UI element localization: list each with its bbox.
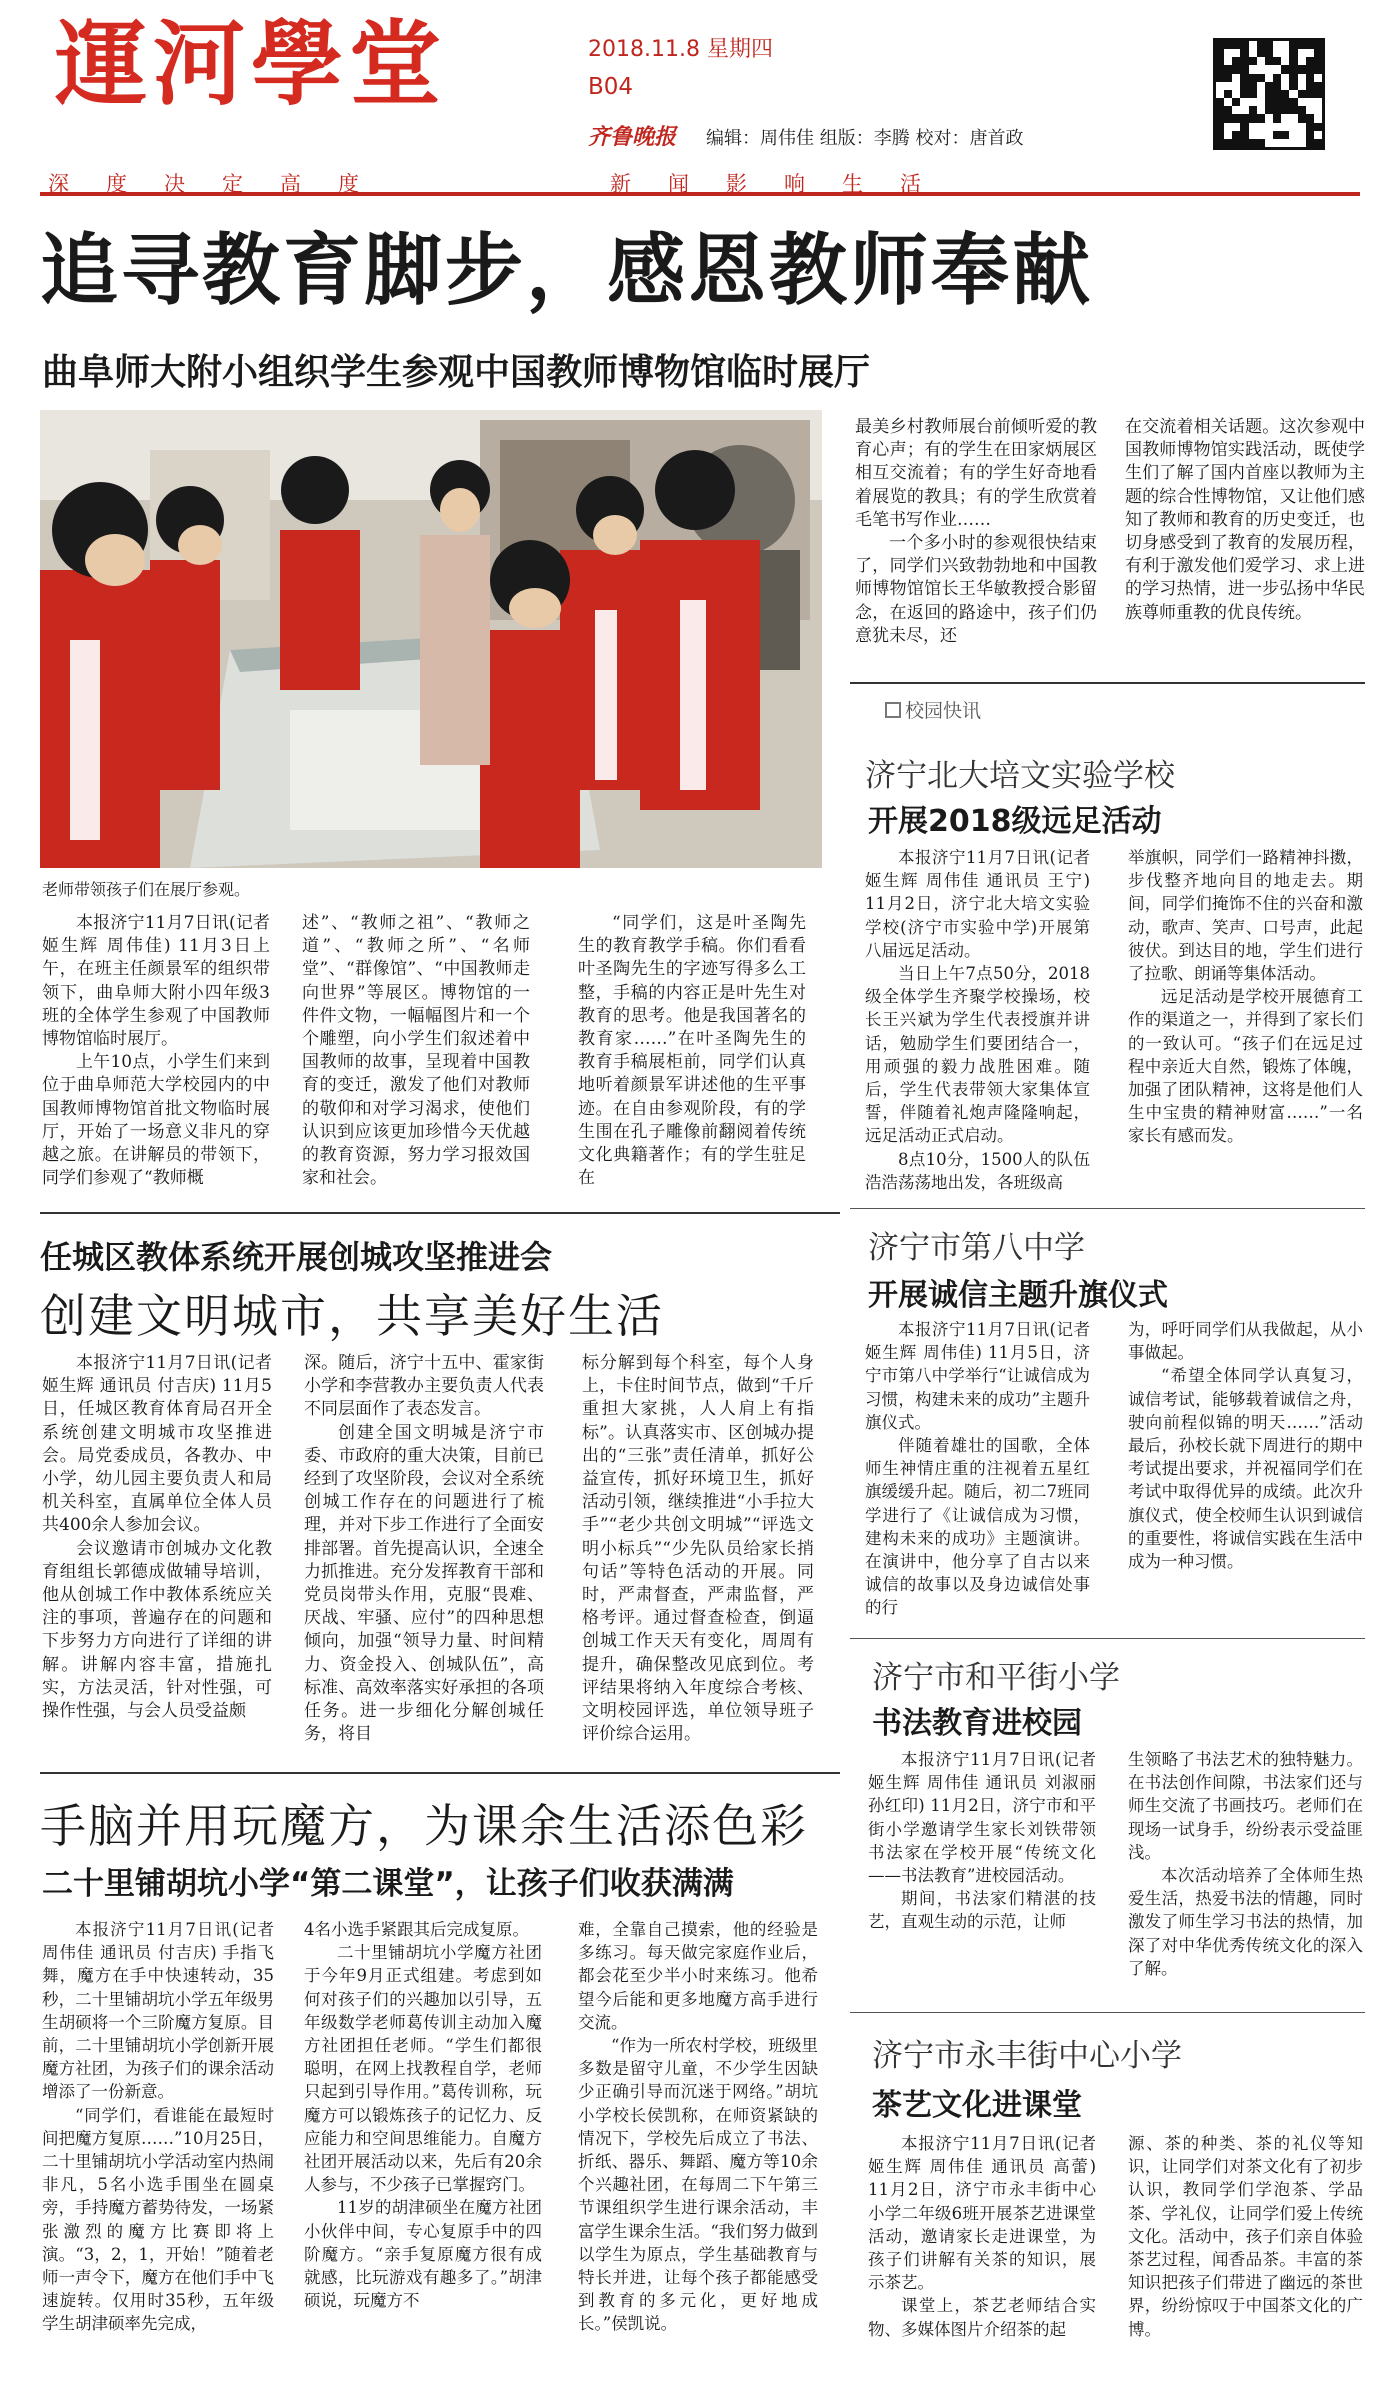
lead-paragraph: “同学们，这是叶圣陶先生的教育教学手稿。你们看看叶圣陶先生的字迹写得多么工整，手稿的内容正是叶先生对教育的思考。他是我国著名的教育家……”在叶圣陶先生的教育手稿展柜前，同学们认真地听着颜景军讲述他的生平事迹。在自由参观阶段，有的学生围在孔子雕像前翻阅着传统文化典籍著作；有的学生驻足在 — [578, 913, 806, 1189]
lead-column-3 — [578, 912, 806, 1190]
page-number: B04 — [588, 74, 634, 100]
r1-paragraph: 远足活动是学校开展德育工作的渠道之一，并得到了家长们的一致认可。“孩子们在远足过程中亲近大自然，锻炼了体魄，加强了团队精神，这将是他们人生中宝贵的精神财富……”一名家长有感而发。 — [1128, 987, 1363, 1146]
section-divider — [850, 682, 1365, 684]
section-divider — [850, 1638, 1365, 1639]
campus-news-label: 校园快讯 — [905, 700, 982, 722]
lead-column-2 — [302, 912, 530, 1190]
s3-headline: 手脑并用玩魔方，为课余生活添色彩 — [40, 1799, 808, 1853]
lead-photo — [40, 410, 822, 868]
r4-column-b — [1128, 2132, 1363, 2341]
photo-caption: 老师带领孩子们在展厅参观。 — [42, 880, 251, 899]
slogan-bar — [40, 166, 1360, 196]
r2-school: 济宁市第八中学 — [868, 1230, 1085, 1266]
r3-paragraph: 期间，书法家们精湛的技艺，直观生动的示范，让师 — [868, 1889, 1096, 1932]
r1-paragraph: 8点10分，1500人的队伍浩浩荡荡地出发，各班级高 — [865, 1149, 1090, 1192]
s3-paragraph: “同学们，看谁能在最短时间把魔方复原……”10月25日，二十里铺胡坑小学活动室内热闹非凡，5名小选手围坐在圆桌旁，手持魔方蓄势待发，一场紧张激烈的魔方比赛即将上演。“3，2，1，开始！”随着老师一声令下，魔方在他们手中飞速旋转。仅用时35秒，五年级学生胡津硕率先完成， — [42, 2105, 274, 2334]
lead-paragraph: 本报济宁11月7日讯(记者 姬生辉 周伟佳) 11月3日上午，在班主任颜景军的组织带领下，曲阜师大附小四年级3班的全体学生参观了中国教师博物馆临时展厅。 — [42, 913, 270, 1050]
r3-school: 济宁市和平街小学 — [872, 1660, 1120, 1696]
r2-paragraph: 本报济宁11月7日讯(记者 姬生辉 周伟佳) 11月5日，济宁市第八中学举行“让诚信成为习惯，构建未来的成功”主题升旗仪式。 — [865, 1320, 1090, 1432]
lead-subhead: 曲阜师大附小组织学生参观中国教师博物馆临时展厅 — [42, 352, 871, 393]
r4-school: 济宁市永丰街中心小学 — [872, 2038, 1182, 2074]
lead-paragraph: 上午10点，小学生们来到位于曲阜师范大学校园内的中国教师博物馆首批文物临时展厅，开始了一场意义非凡的穿越之旅。在讲解员的带领下，同学们参观了“教师概 — [42, 1052, 270, 1189]
r2-event: 开展诚信主题升旗仪式 — [868, 1278, 1168, 1313]
s3-paragraph: 二十里铺胡坑小学魔方社团于今年9月正式组建。考虑到如何对孩子们的兴趣加以引导，五年级数学老师葛传训主动加入魔方社团担任老师。“学生们都很聪明，在网上找教程自学，老师只起到引导作用。”葛传训称，玩魔方可以锻炼孩子的记忆力、反应能力和空间思维能力。自魔方社团开展活动以来，先后有20余人参与，不少孩子已掌握窍门。 — [304, 1943, 542, 2195]
r2-column-b — [1128, 1318, 1363, 1573]
lead-paragraph: 述”、“教师之祖”、“教师之道”、“教师之所”、“名师堂”、“群像馆”、“中国教师走向世界”等展区。博物馆的一件件文物，一幅幅图片和一个个雕塑，向小学生们叙述着中国教师的故事，呈现着中国教育的变迁，激发了他们对教师的敬仰和对学习渴求，使他们认识到应该更加珍惜今天优越的教育资源，努力学习报效国家和社会。 — [302, 913, 530, 1189]
issue-date: 2018.11.8 星期四 — [588, 37, 773, 62]
s3-paragraph: 难，全靠自己摸索，他的经验是多练习。每天做完家庭作业后，都会花至少半小时来练习。他希望今后能和更多地魔方高手进行交流。 — [578, 1920, 818, 2032]
section-divider — [40, 1772, 840, 1774]
s2-paragraph: 标分解到每个科室，每个人身上，卡住时间节点，做到“千斤重担大家挑，人人肩上有指标”。认真落实市、区创城办提出的“三张”责任清单，抓好公益宣传，抓好环境卫生，抓好活动引领，继续推进“小手拉大手”“老少共创文明城”“评选文明小标兵”“少先队员给家长捎句话”等特色活动的开展。同时，严肃督查，严肃监督，严格考评。通过督查检查，倒逼创城工作天天有变化，周周有提升，确保整改见底到位。考评结果将纳入年度综合考核、文明校园评选，单位领导班子评价综合运用。 — [582, 1353, 814, 1745]
r4-paragraph: 源、茶的种类、茶的礼仪等知识，让同学们对茶文化有了初步认识，教同学们学泡茶、学品茶、学礼仪，让同学们爱上传统文化。活动中，孩子们亲自体验茶艺过程，闻香品茶。丰富的茶知识把孩子们带进了幽远的茶世界，纷纷惊叹于中国茶文化的广博。 — [1128, 2134, 1363, 2339]
s2-column-1 — [42, 1352, 272, 1723]
s2-paragraph: 创建全国文明城是济宁市委、市政府的重大决策，目前已经到了攻坚阶段，会议对全系统创城工作存在的问题进行了梳理，并对下步工作进行了全面安排部署。首先提高认识，全速全力抓推进。充分发挥教育干部和党员岗带头作用，克服“畏难、厌战、牢骚、应付”的四种思想倾向，加强“领导力量、时间精力、资金投入、创城队伍”，高标准、高效率落实好承担的各项任务。进一步细化分解创城任务，将目 — [304, 1422, 544, 1745]
s3-paragraph: 本报济宁11月7日讯(记者 周伟佳 通讯员 付吉庆) 手指飞舞，魔方在手中快速转动，35秒，二十里铺胡坑小学五年级男生胡硕将一个三阶魔方复原。目前，二十里铺胡坑小学创新开展魔方社团，为孩子们的课余活动增添了一份新意。 — [42, 1920, 274, 2102]
qr-code-icon — [1213, 38, 1325, 150]
s2-column-2 — [304, 1352, 544, 1746]
s3-paragraph: “作为一所农村学校，班级里多数是留守儿童，不少学生因缺少正确引导而沉迷于网络。”胡坑小学校长侯凯称，在师资紧缺的情况下，学校先后成立了书法、折纸、器乐、舞蹈、魔方等10余个兴趣社团，在每周二下午第三节课组织学生进行课余活动，丰富学生课余生活。“我们努力做到以学生为原点，学生基础教育与特长并进，让每个孩子都能感受到教育的多元化，更好地成长。”侯凯说。 — [578, 2036, 818, 2334]
r3-paragraph: 生领略了书法艺术的独特魅力。在书法创作间隙，书法家们还与师生交流了书画技巧。老师们在现场一试身手，纷纷表示受益匪浅。 — [1128, 1750, 1363, 1862]
r3-column-a — [868, 1748, 1096, 1934]
lead-paragraph: 最美乡村教师展台前倾听爱的教育心声；有的学生在田家炳展区相互交流着；有的学生好奇地看着展览的教具；有的学生欣赏着毛笔书写作业…… — [855, 417, 1097, 530]
r3-paragraph: 本报济宁11月7日讯(记者 姬生辉 周伟佳 通讯员 刘淑丽 孙红印) 11月2日，济宁市和平街小学邀请学生家长刘铁带领书法家在学校开展“传统文化——书法教育”进校园活动。 — [868, 1750, 1096, 1886]
r2-paragraph: 为，呼吁同学们从我做起，从小事做起。 — [1128, 1320, 1363, 1363]
lead-headline: 追寻教育脚步，感恩教师奉献 — [40, 226, 1094, 316]
editor-credits: 编辑：周伟佳 组版：李腾 校对：唐首政 — [706, 128, 1024, 149]
r1-paragraph: 本报济宁11月7日讯(记者 姬生辉 周伟佳 通讯员 王宁) 11月2日，济宁北大培文实验学校(济宁市实验中学)开展第八届远足活动。 — [865, 848, 1090, 960]
r4-column-a — [868, 2132, 1096, 2341]
r4-paragraph: 本报济宁11月7日讯(记者 姬生辉 周伟佳 通讯员 高蕾) 11月2日，济宁市永丰街中心小学二年级6班开展茶艺进课堂活动，邀请家长走进课堂，为孩子们讲解有关茶的知识，展示茶艺。 — [868, 2134, 1096, 2293]
r2-paragraph: 伴随着雄壮的国歌，全体师生神情庄重的注视着五星红旗缓缓升起。随后，初二7班同学进行了《让诚信成为习惯，建构未来的成功》主题演讲。在演讲中，他分享了自古以来诚信的故事以及身边诚信处事的行 — [865, 1436, 1090, 1618]
r2-column-a — [865, 1318, 1090, 1620]
paper-name: 齐鲁晚报 — [588, 124, 677, 150]
s3-column-2 — [304, 1918, 542, 2312]
s3-paragraph: 11岁的胡津硕坐在魔方社团小伙伴中间，专心复原手中的四阶魔方。“亲手复原魔方很有成就感，比玩游戏有趣多了。”胡津硕说，玩魔方不 — [304, 2198, 542, 2311]
s3-column-1 — [42, 1918, 274, 2336]
lead-column-5 — [1125, 416, 1365, 625]
r1-paragraph: 举旗帜，同学们一路精神抖擞，步伐整齐地向目的地走去。期间，同学们掩饰不住的兴奋和激动，歌声、笑声、口号声，此起彼伏。到达目的地，学生们进行了拉歌、朗诵等集体活动。 — [1128, 848, 1363, 984]
campus-news-tag — [885, 696, 981, 723]
s2-headline: 创建文明城市，共享美好生活 — [40, 1289, 664, 1343]
r1-column-a — [865, 846, 1090, 1194]
s2-paragraph: 本报济宁11月7日讯(记者 姬生辉 通讯员 付吉庆) 11月5日，任城区教育体育局召开全系统创建文明城市攻坚推进会。局党委成员，各教办、中小学，幼儿园主要负责人和局机关科室，直属单位全体人员共400余人参加会议。 — [42, 1353, 272, 1536]
section-divider — [850, 1208, 1365, 1209]
section-divider — [40, 1212, 840, 1214]
r3-column-b — [1128, 1748, 1363, 1980]
r4-event: 茶艺文化进课堂 — [872, 2088, 1082, 2123]
s3-paragraph: 4名小选手紧跟其后完成复原。 — [304, 1920, 529, 1939]
r3-paragraph: 本次活动培养了全体师生热爱生活，热爱书法的情趣，同时激发了师生学习书法的热情，加深了对中华优秀传统文化的深入了解。 — [1128, 1866, 1363, 1978]
s3-subhead: 二十里铺胡坑小学“第二课堂”，让孩子们收获满满 — [42, 1866, 734, 1902]
section-divider — [850, 2012, 1365, 2013]
slogan-left: 深度决定高度 — [48, 172, 396, 196]
s2-paragraph: 会议邀请市创城办文化教育组组长郭德成做辅导培训，他从创城工作中教体系统应关注的事项，普遍存在的问题和下步努力方向进行了详细的讲解。讲解内容丰富，措施扎实，方法灵活，针对性强，可操作性强，与会人员受益颇 — [42, 1538, 272, 1722]
s2-kicker: 任城区教体系统开展创城攻坚推进会 — [40, 1238, 553, 1276]
s2-column-3 — [582, 1352, 814, 1746]
s2-paragraph: 深。随后，济宁十五中、霍家街小学和李营教办主要负责人代表不同层面作了表态发言。 — [304, 1353, 544, 1420]
masthead-title: 運河學堂 — [55, 10, 448, 118]
square-icon — [885, 702, 901, 718]
slogan-right: 新闻影响生活 — [610, 172, 958, 196]
lead-paragraph: 一个多小时的参观很快结束了，同学们兴致勃勃地和中国教师博物馆馆长王华敏教授合影留念，在返回的路途中，孩子们仍意犹未尽，还 — [855, 533, 1097, 646]
lead-column-4 — [855, 416, 1097, 648]
lead-column-1 — [42, 912, 270, 1190]
r2-paragraph: “希望全体同学认真复习，诚信考试，能够载着诚信之舟，驶向前程似锦的明天……”活动最后，孙校长就下周进行的期中考试提出要求，并祝福同学们在考试中取得优异的成绩。此次升旗仪式，使全校师生认识到诚信的重要性，将诚信实践在生活中成为一种习惯。 — [1128, 1366, 1363, 1572]
r1-event: 开展2018级远足活动 — [868, 804, 1162, 839]
r1-school: 济宁北大培文实验学校 — [865, 758, 1175, 794]
r1-paragraph: 当日上午7点50分，2018级全体学生齐聚学校操场，校长王兴斌为学生代表授旗并讲话，勉励学生们要团结合一，用顽强的毅力战胜困难。随后，学生代表带领大家集体宣誓，伴随着礼炮声隆隆响起，远足活动正式启动。 — [865, 964, 1090, 1146]
r4-paragraph: 课堂上，茶艺老师结合实物、多媒体图片介绍茶的起 — [868, 2296, 1096, 2339]
s3-column-3 — [578, 1918, 818, 2336]
r3-event: 书法教育进校园 — [872, 1706, 1082, 1741]
r1-column-b — [1128, 846, 1363, 1148]
lead-paragraph: 在交流着相关话题。这次参观中国教师博物馆实践活动，既使学生们了解了国内首座以教师为主题的综合性博物馆，又让他们感知了教师和教育的历史变迁，也切身感受到了教育的发展历程，有利于激发他们爱学习、求上进的学习热情，进一步弘扬中华民族尊师重教的优良传统。 — [1125, 417, 1365, 623]
